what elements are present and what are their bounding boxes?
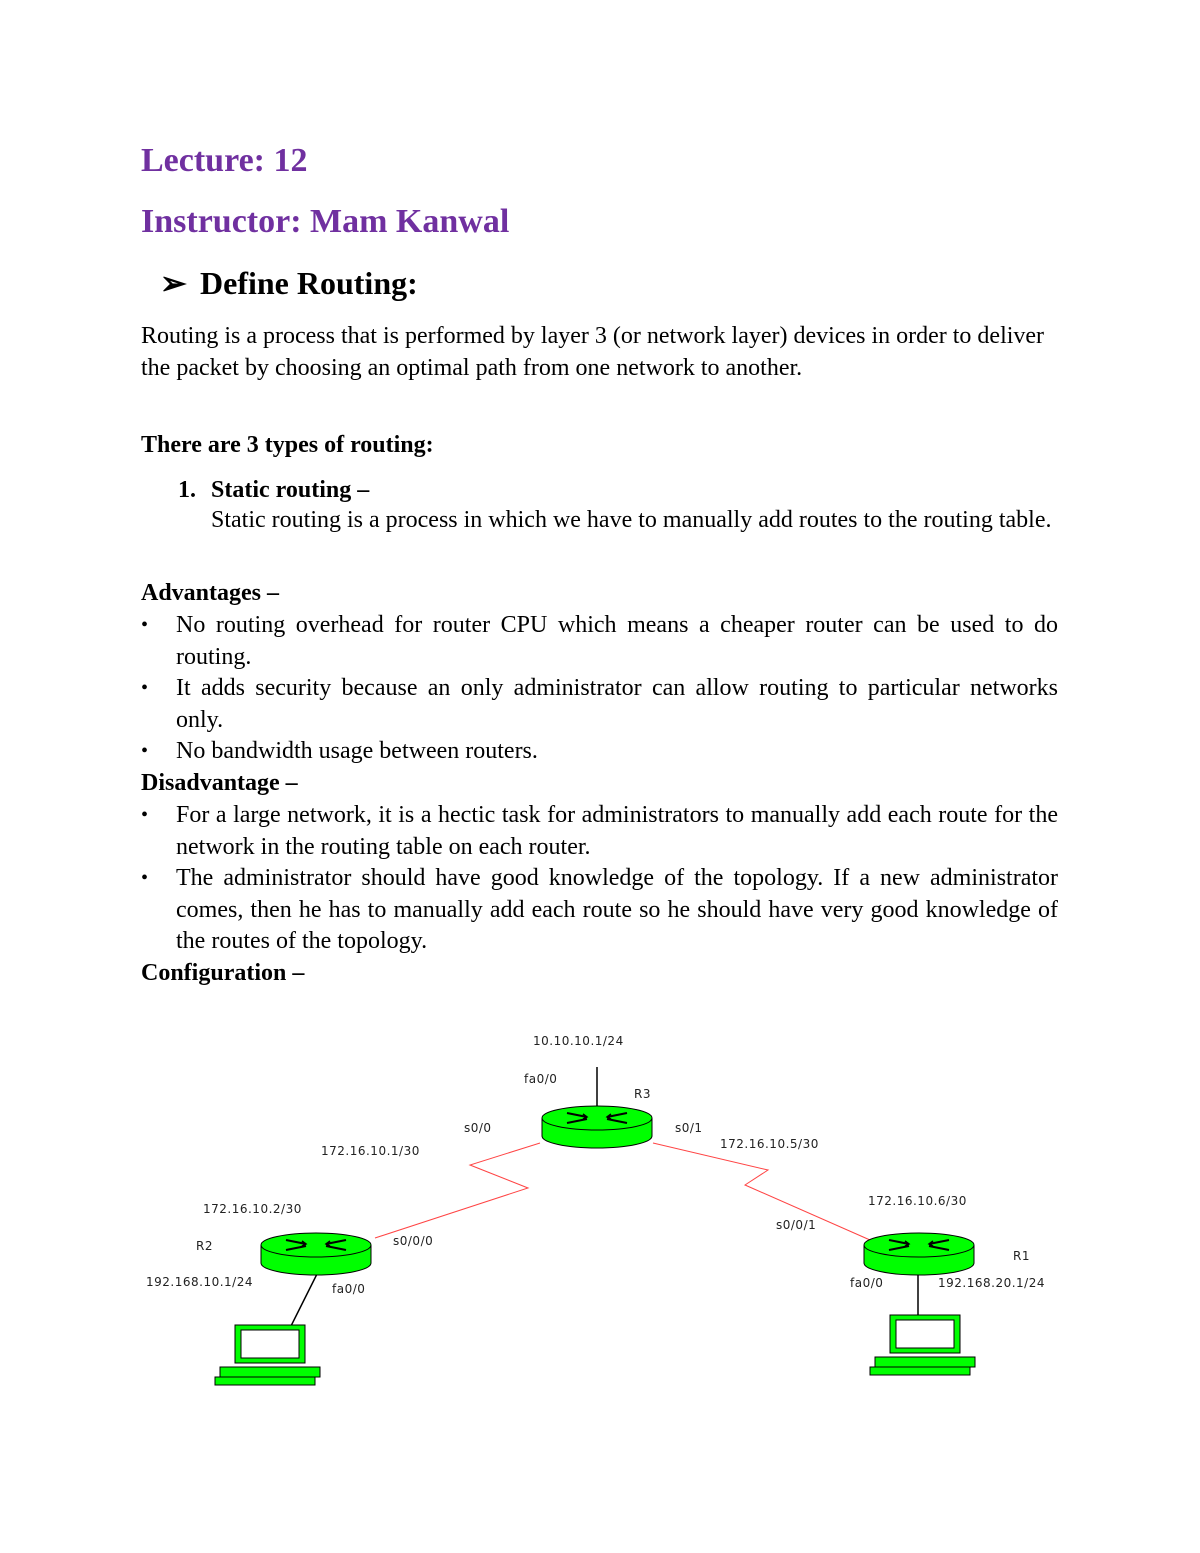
static-routing-body: Static routing is a process in which we have to manually add routes to the routing table. (211, 507, 1052, 533)
router-r2-icon (261, 1233, 371, 1275)
router-r3-icon (542, 1106, 652, 1148)
section-heading-text: Define Routing: (200, 265, 418, 301)
r1-serial-ip-label: 172.16.10.6/30 (868, 1194, 967, 1208)
advantages-heading: Advantages – (141, 580, 280, 606)
list-item: • No bandwidth usage between routers. (141, 736, 1058, 768)
arrow-bullet-icon: ➢ (160, 265, 187, 301)
r3-lan-ip-label: 10.10.10.1/24 (533, 1034, 624, 1048)
r3-s1-label: s0/1 (675, 1121, 703, 1135)
r2-serial-if-label: s0/0/0 (393, 1234, 434, 1248)
instructor-title: Instructor: Mam Kanwal (141, 203, 510, 240)
r2-lan-ip-label: 192.168.10.1/24 (146, 1275, 253, 1289)
list-item: • No routing overhead for router CPU which means a cheaper router can be used to do routing. (141, 610, 1058, 673)
list-item: • The administrator should have good knowledge of the topology. If a new administrator comes, then he has to manually add each route so he should have very good knowledge of the routes of the topology. (141, 863, 1058, 958)
list-item: • It adds security because an only administrator can allow routing to particular networks only. (141, 673, 1058, 736)
r1-fa-label: fa0/0 (850, 1276, 884, 1290)
r1-peer-ip-label: 172.16.10.5/30 (720, 1137, 819, 1151)
r2-fa-label: fa0/0 (332, 1282, 366, 1296)
r3-s0-label: s0/0 (464, 1121, 492, 1135)
list-item: • For a large network, it is a hectic task for administrators to manually add each route for the network in the routing table on each router. (141, 800, 1058, 863)
pc-right-icon (870, 1315, 975, 1375)
r1-lan-ip-label: 192.168.20.1/24 (938, 1276, 1045, 1290)
r3-fa-label: fa0/0 (524, 1072, 558, 1086)
configuration-heading: Configuration – (141, 960, 305, 986)
serial-link-r3-r1 (653, 1143, 870, 1240)
intro-paragraph: Routing is a process that is performed by layer 3 (or network layer) devices in order to deliver the packet by choosing an optimal path from one network to another. (141, 323, 1045, 381)
list-number: 1. (178, 477, 196, 503)
pc-left-icon (215, 1325, 320, 1385)
static-routing-title: Static routing – (211, 477, 370, 503)
router-r1-icon (864, 1233, 974, 1275)
lecture-title: Lecture: 12 (141, 142, 308, 179)
r2-serial-ip-label: 172.16.10.2/30 (203, 1202, 302, 1216)
r2-name-label: R2 (196, 1239, 213, 1253)
r3-name-label: R3 (634, 1087, 651, 1101)
disadvantages-heading: Disadvantage – (141, 770, 298, 796)
ethernet-link-r2-pc (290, 1272, 318, 1328)
r2-peer-ip-label: 172.16.10.1/30 (321, 1144, 420, 1158)
types-heading: There are 3 types of routing: (141, 432, 434, 458)
r1-serial-if-label: s0/0/1 (776, 1218, 817, 1232)
r1-name-label: R1 (1013, 1249, 1030, 1263)
